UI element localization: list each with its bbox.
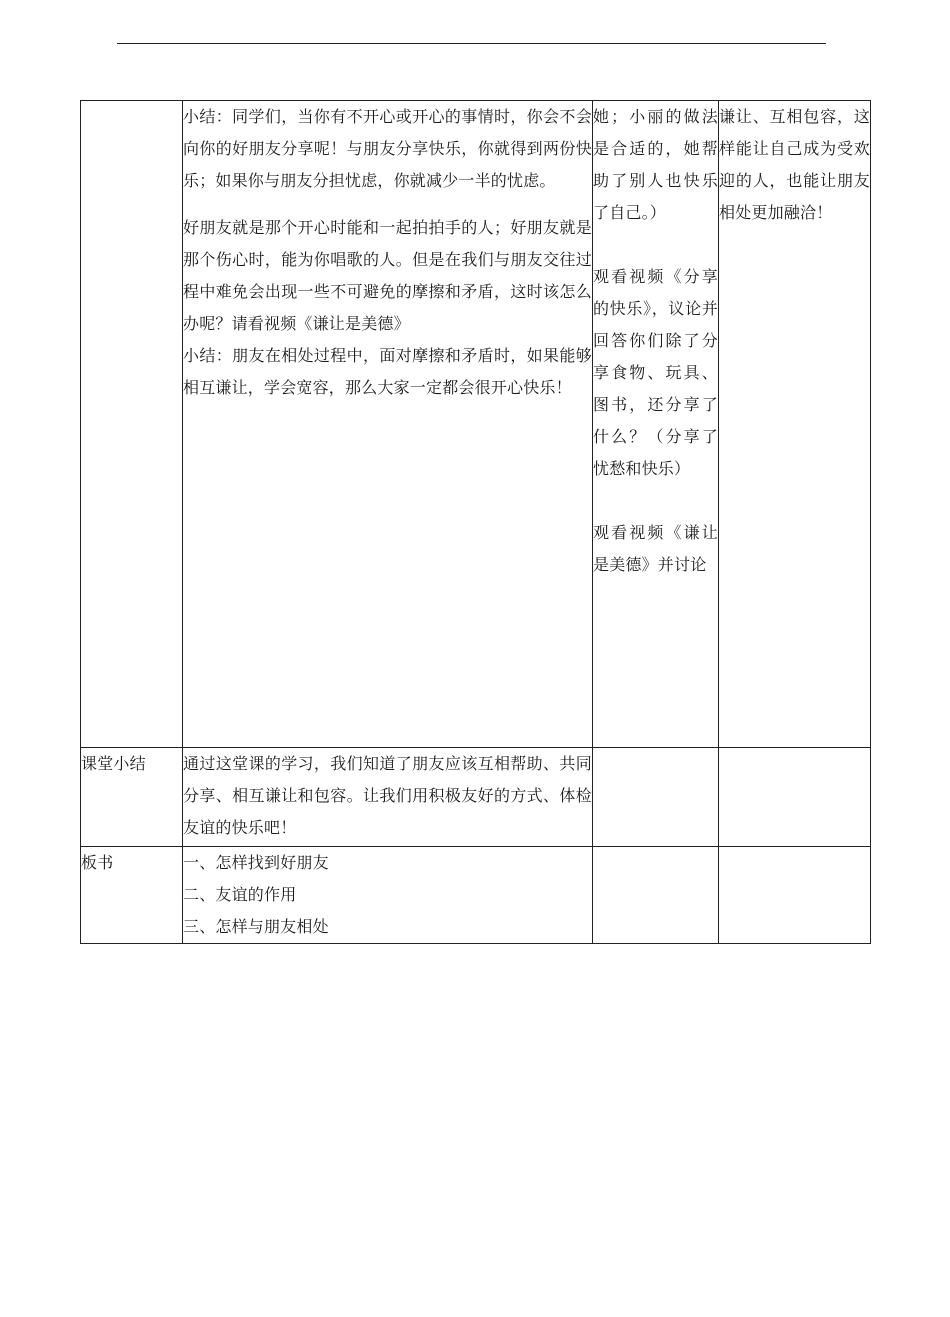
board-content: [183, 847, 593, 944]
board-intent-cell: [719, 847, 871, 944]
board-label: 板书: [81, 847, 183, 944]
teacher-activity-cell: [183, 101, 593, 748]
table-row-activity: [81, 101, 871, 748]
board-line-1: 一、怎样找到好朋友: [183, 853, 329, 872]
student-activity-cell: [593, 101, 719, 748]
table-row-board: [81, 847, 871, 944]
design-intent-cell: 谦让、互相包容，这样能让自己成为受欢迎的人，也能让朋友相处更加融洽！: [719, 101, 871, 748]
friendship-paragraph: 好朋友就是那个开心时能和一起拍拍手的人；好朋友就是那个伤心时，能为你唱歌的人。但是在我们与朋友交往过程中难免会出现一些不可避免的摩擦和矛盾，这时该怎么办呢？请看视频《谦让是美德》: [183, 218, 592, 333]
board-line-2: 二、友谊的作用: [183, 885, 297, 904]
student-activity-3: 观看视频《谦让是美德》并讨论: [593, 523, 718, 574]
summary-paragraph-1: 小结：同学们，当你有不开心或开心的事情时，你会不会向你的好朋友分享呢！与朋友分享快乐，你就得到两份快乐；如果你与朋友分担忧虑，你就减少一半的忧虑。: [183, 107, 592, 190]
summary-student-cell: [593, 748, 719, 847]
table-row-summary: [81, 748, 871, 847]
summary-label: 课堂小结: [81, 748, 183, 847]
board-student-cell: [593, 847, 719, 944]
row-label-cell: [81, 101, 183, 748]
lesson-plan-table: [80, 100, 871, 944]
student-activity-2: 观看视频《分享的快乐》，议论并回答你们除了分享食物、玩具、图书，还分享了什么？（分享了忧愁和快乐）: [593, 267, 718, 478]
board-line-3: 三、怎样与朋友相处: [183, 917, 329, 936]
header-rule: [117, 43, 826, 44]
summary-content: 通过这堂课的学习，我们知道了朋友应该互相帮助、共同分享、相互谦让和包容。让我们用积极友好的方式、体检友谊的快乐吧！: [183, 748, 593, 847]
summary-intent-cell: [719, 748, 871, 847]
summary-paragraph-2: 小结：朋友在相处过程中，面对摩擦和矛盾时，如果能够相互谦让，学会宽容，那么大家一定都会很开心快乐！: [183, 346, 592, 397]
student-activity-1: 她；小丽的做法是合适的，她帮助了别人也快乐了自己。）: [593, 107, 718, 222]
